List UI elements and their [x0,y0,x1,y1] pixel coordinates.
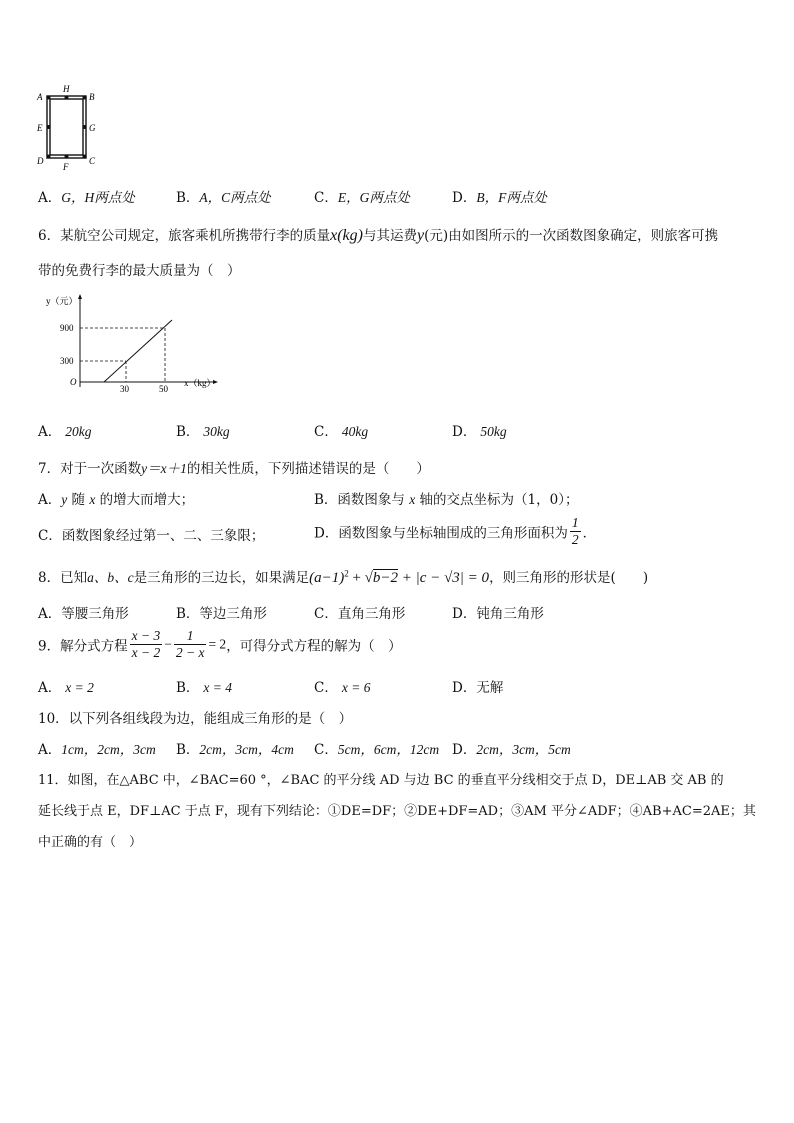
q7-option-b[interactable]: B．函数图象与 x 轴的交点坐标为（1，0）； [314,492,579,508]
q9-option-b[interactable]: B． x = 4 [176,680,233,696]
q5-option-b[interactable]: B．A，C两点处 [176,190,271,206]
q6-stem-line1: 6．某航空公司规定，旅客乘机所携带行李的质量x(kg)与其运费y(元)由如图所示的一次函数图象确定，则旅客可携 [38,227,719,244]
label-C: C [89,156,96,166]
q6-stem-line2: 带的免费行李的最大质量为（ ） [38,263,241,279]
q6-option-a[interactable]: A． 20kg [38,424,92,440]
q9-fraction-1: $\frac{x - 3}{x - 2}$ [131,628,161,660]
q10-stem: 10．以下列各组线段为边，能组成三角形的是（ ） [38,711,353,727]
chart-ylabel: y（元） [46,296,78,306]
q9-option-c[interactable]: C． x = 6 [314,680,371,696]
q11-stem-line2: 延长线于点 E，DF⊥AC 于点 F，现有下列结论：①DE=DF；②DE+DF=AD；③AM 平分∠ADF；④AB+AC=2AE；其 [38,804,756,819]
chart-xlabel: x（kg） [184,378,216,388]
q10-option-c[interactable]: C．5cm，6cm，12cm [314,742,440,758]
q9-option-d[interactable]: D．无解 [452,680,504,696]
q6-function-chart [38,292,228,396]
q5-rectangle-figure [34,84,104,172]
q11-stem-line1: 11．如图，在△ABC 中，∠BAC=60 °，∠BAC 的平分线 AD 与边 BC 的垂直平分线相交于点 D，DE⊥AB 交 AB 的 [38,773,724,788]
q7-stem: 7．对于一次函数y＝x＋1的相关性质，下列描述错误的是（ ） [38,461,430,477]
q11-stem-line3: 中正确的有（ ） [38,835,143,850]
label-A: A [37,92,43,102]
chart-ytick-300: 300 [60,356,74,366]
q7-fraction: $\frac{1}{2}$ [571,515,579,547]
q9-fraction-2: $\frac{1}{2 - x}$ [175,628,205,660]
q5-option-d[interactable]: D．B，F两点处 [452,190,547,206]
label-H: H [63,84,70,94]
q7-option-c[interactable]: C．函数图象经过第一、二、三象限； [38,528,265,544]
q8-option-c[interactable]: C．直角三角形 [314,606,406,622]
q10-option-b[interactable]: B．2cm，3cm，4cm [176,742,294,758]
q6-option-c[interactable]: C． 40kg [314,424,369,440]
q5-option-c[interactable]: C．E，G两点处 [314,190,410,206]
q5-option-a[interactable]: A．G，H两点处 [38,190,135,206]
q6-option-b[interactable]: B． 30kg [176,424,230,440]
q7-option-d[interactable]: D．函数图象与坐标轴围成的三角形面积为 $\frac{1}{2}$ ． [314,515,597,547]
q9-stem: 9．解分式方程 $\frac{x - 3}{x - 2}$ − $\frac{1}{2 - x}$ = 2，可得分式方程的解为（ ） [38,628,402,660]
q8-option-d[interactable]: D．钝角三角形 [452,606,544,622]
q10-option-a[interactable]: A．1cm，2cm，3cm [38,742,156,758]
q7-option-a[interactable]: A．y 随 x 的增大而增大； [38,492,195,508]
label-D: D [37,156,44,166]
chart-xtick-50: 50 [159,384,168,394]
label-F: F [63,162,69,172]
q10-option-d[interactable]: D．2cm，3cm，5cm [452,742,571,758]
q8-option-b[interactable]: B．等边三角形 [176,606,267,622]
q8-stem: 8．已知a、b、c是三角形的三边长，如果满足$(a-1)^2 + √b-2 + |c - √3| = 0$，则三角形的形状是( ) [38,568,649,586]
q8-option-a[interactable]: A．等腰三角形 [38,606,129,622]
q9-option-a[interactable]: A． x = 2 [38,680,94,696]
chart-ytick-900: 900 [60,323,74,333]
label-E: E [37,123,43,133]
chart-xtick-30: 30 [120,384,129,394]
q6-option-d[interactable]: D． 50kg [452,424,507,440]
chart-origin: O [70,377,77,387]
label-B: B [89,92,95,102]
label-G: G [89,123,96,133]
